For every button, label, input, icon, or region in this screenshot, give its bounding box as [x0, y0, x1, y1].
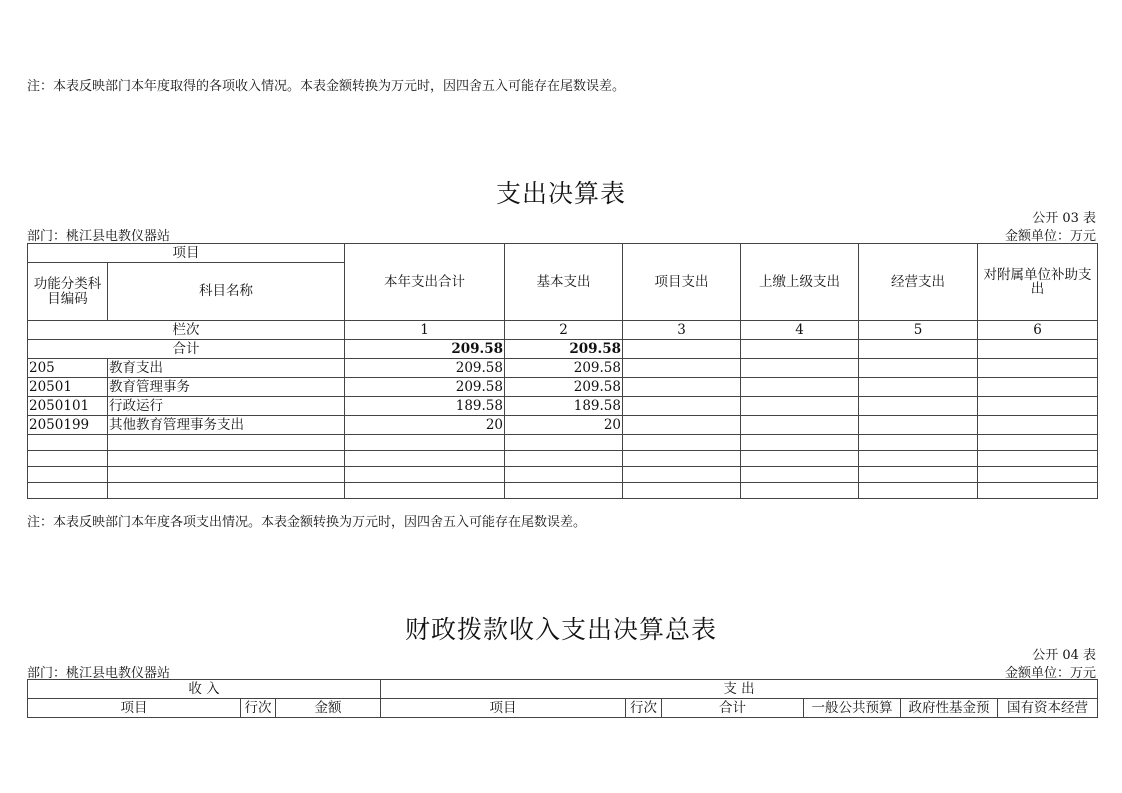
row-value [623, 397, 741, 416]
row-value: 189.58 [345, 397, 505, 416]
row-value [741, 359, 859, 378]
expense-header: 支 出 [381, 680, 1098, 699]
header-name: 科目名称 [108, 263, 345, 321]
row-value: 209.58 [505, 359, 623, 378]
table-row [28, 378, 1098, 397]
col-expense-total: 合计 [662, 699, 804, 718]
col-general-budget: 一般公共预算 [804, 699, 901, 718]
header-col-5: 经营支出 [859, 244, 978, 321]
row-value [859, 378, 978, 397]
table03-department: 部门：桃江县电教仪器站 [27, 229, 171, 244]
lanci-num: 1 [345, 321, 505, 340]
row-value [859, 397, 978, 416]
row-value: 209.58 [505, 378, 623, 397]
total-value: 209.58 [345, 340, 505, 359]
row-value [978, 359, 1098, 378]
table-row [28, 397, 1098, 416]
header-item: 项目 [28, 244, 345, 263]
row-value [859, 359, 978, 378]
row-code: 2050101 [28, 397, 108, 416]
table03-unit: 金额单位：万元 [1004, 229, 1096, 244]
row-value [859, 416, 978, 435]
row-value [741, 397, 859, 416]
table04-title: 财政拨款收入支出决算总表 [404, 615, 717, 644]
total-value: 209.58 [505, 340, 623, 359]
row-name: 其他教育管理事务支出 [108, 416, 345, 435]
table03-code: 公开 03 表 [1032, 211, 1096, 226]
row-value [978, 416, 1098, 435]
header-col-1: 本年支出合计 [345, 244, 505, 321]
row-value [623, 416, 741, 435]
col-expense-item: 项目 [381, 699, 626, 718]
table04-department: 部门：桃江县电教仪器站 [27, 666, 171, 681]
table04-code: 公开 04 表 [1032, 648, 1096, 663]
row-value: 20 [505, 416, 623, 435]
lanci-num: 4 [741, 321, 859, 340]
row-value: 209.58 [345, 378, 505, 397]
table03-note: 注：本表反映部门本年度各项支出情况。本表金额转换为万元时，因四舍五入可能存在尾数误差。 [27, 515, 587, 530]
total-value [859, 340, 978, 359]
header-code: 功能分类科目编码 [28, 263, 108, 321]
row-name: 教育支出 [108, 359, 345, 378]
empty-row [28, 467, 1098, 483]
row-value: 209.58 [345, 359, 505, 378]
lanci-num: 3 [623, 321, 741, 340]
lanci-label: 栏次 [28, 321, 345, 340]
row-code: 205 [28, 359, 108, 378]
total-value [623, 340, 741, 359]
row-value: 189.58 [505, 397, 623, 416]
income-header: 收 入 [28, 680, 381, 699]
lanci-num: 6 [978, 321, 1098, 340]
lanci-num: 2 [505, 321, 623, 340]
col-expense-line: 行次 [626, 699, 662, 718]
col-gov-fund: 政府性基金预 [901, 699, 998, 718]
empty-row [28, 483, 1098, 499]
header-col-4: 上缴上级支出 [741, 244, 859, 321]
lanci-num: 5 [859, 321, 978, 340]
row-value [741, 378, 859, 397]
col-income-item: 项目 [28, 699, 241, 718]
fiscal-appropriation-table [27, 679, 1098, 718]
table03-title: 支出决算表 [495, 179, 626, 208]
table04-unit: 金额单位：万元 [1004, 666, 1096, 681]
col-income-line: 行次 [241, 699, 276, 718]
row-value [623, 359, 741, 378]
total-value [741, 340, 859, 359]
table-row [28, 359, 1098, 378]
row-name: 教育管理事务 [108, 378, 345, 397]
row-value: 20 [345, 416, 505, 435]
row-value [978, 378, 1098, 397]
top-note: 注：本表反映部门本年度取得的各项收入情况。本表金额转换为万元时，因四舍五入可能存在尾数误差。 [27, 79, 626, 94]
header-col-6: 对附属单位补助支出 [978, 244, 1098, 321]
row-code: 2050199 [28, 416, 108, 435]
total-value [978, 340, 1098, 359]
row-name: 行政运行 [108, 397, 345, 416]
col-state-capital: 国有资本经营 [998, 699, 1098, 718]
total-label: 合计 [28, 340, 345, 359]
empty-row [28, 451, 1098, 467]
row-value [741, 416, 859, 435]
row-value [623, 378, 741, 397]
empty-row [28, 435, 1098, 451]
row-value [978, 397, 1098, 416]
header-col-2: 基本支出 [505, 244, 623, 321]
table-row [28, 416, 1098, 435]
header-col-3: 项目支出 [623, 244, 741, 321]
row-code: 20501 [28, 378, 108, 397]
expenditure-table [27, 243, 1098, 499]
col-income-amount: 金额 [276, 699, 381, 718]
